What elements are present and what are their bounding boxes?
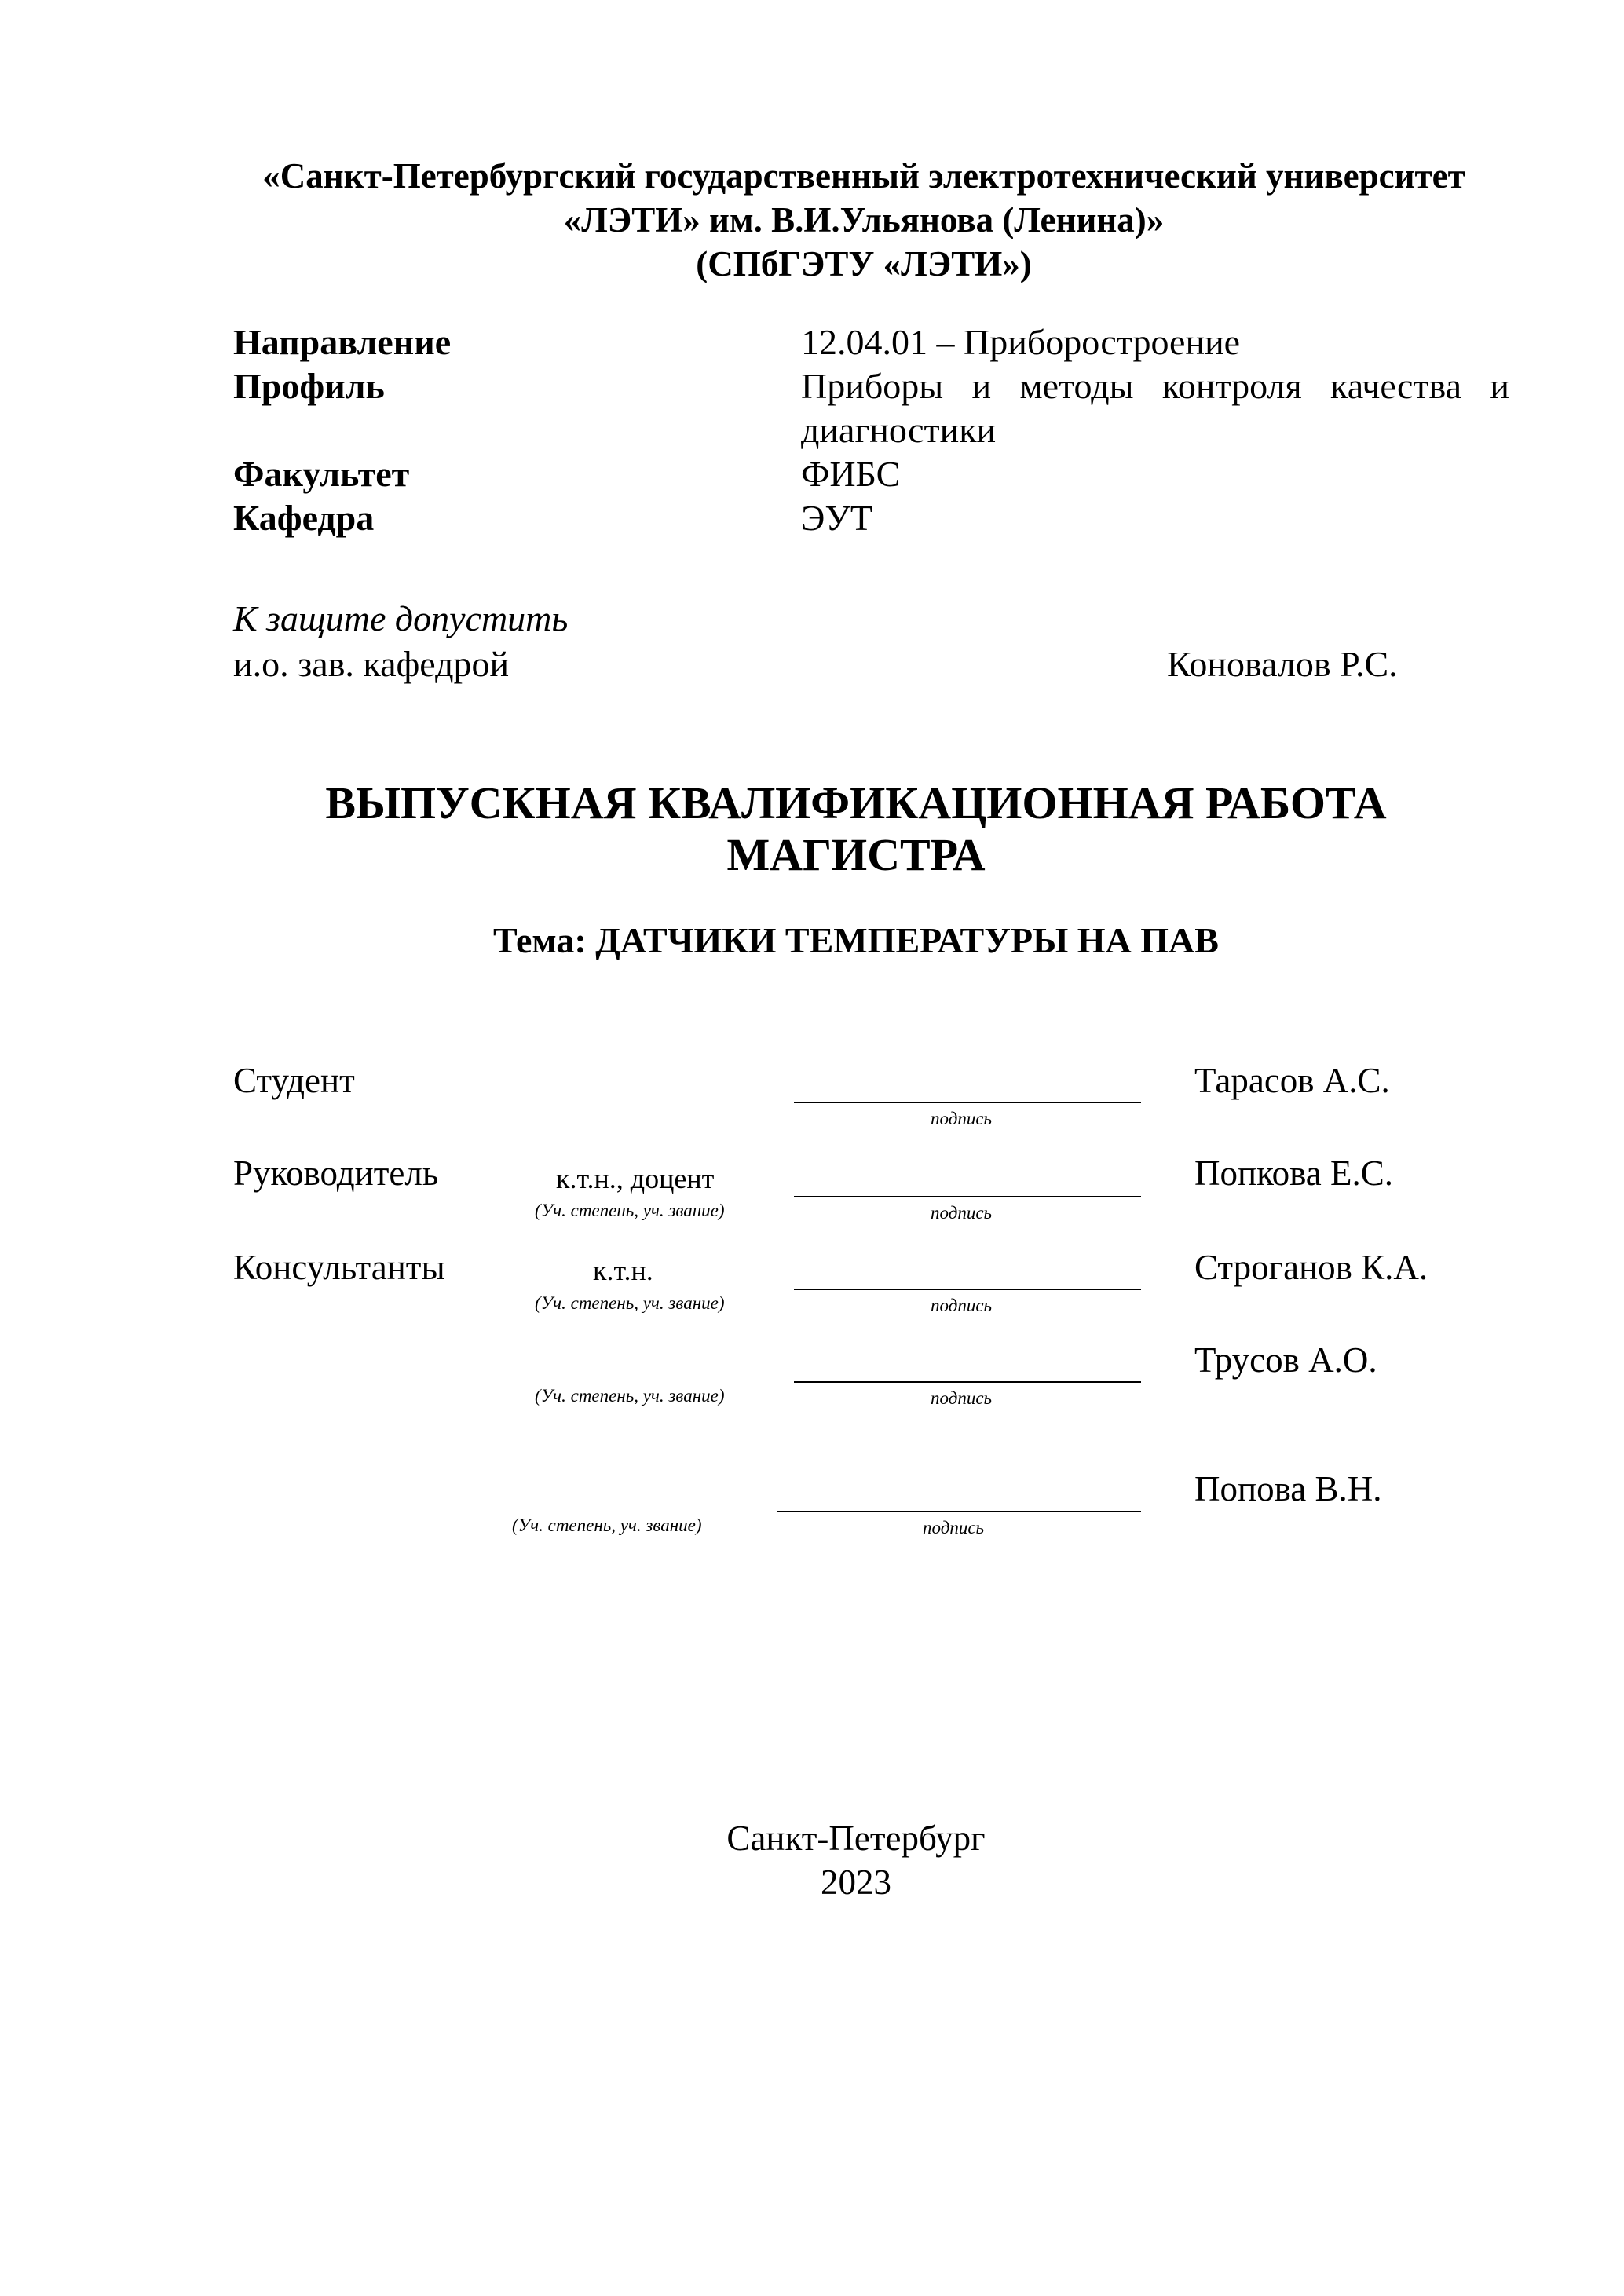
university-header (118, 154, 1610, 286)
header-line-1: «Санкт-Петербургский государственный электротехнический университет (262, 156, 1465, 196)
consultant3-degree-hint: (Уч. степень, уч. звание) (512, 1515, 702, 1535)
supervisor-label: Руководитель (233, 1153, 439, 1193)
consultant2-signature-line (794, 1381, 1141, 1383)
department-value: ЭУТ (801, 498, 873, 538)
supervisor-degree: к.т.н., доцент (556, 1163, 715, 1194)
supervisor-degree-hint: (Уч. степень, уч. звание) (535, 1201, 725, 1220)
consultant1-degree-hint: (Уч. степень, уч. звание) (535, 1293, 725, 1313)
consultant1-signature-line (794, 1289, 1141, 1290)
consultant1-signature-hint: подпись (931, 1296, 993, 1315)
supervisor-name: Попкова Е.С. (1194, 1153, 1394, 1193)
department-label: Кафедра (233, 498, 375, 538)
admission-name: Коновалов Р.С. (1167, 644, 1398, 684)
footer-year: 2023 (821, 1863, 891, 1902)
direction-value: 12.04.01 – Приборостроение (801, 322, 1241, 362)
footer (79, 1816, 1624, 1904)
consultant2-degree-hint: (Уч. степень, уч. звание) (535, 1386, 725, 1406)
supervisor-signature-line (794, 1196, 1141, 1197)
student-signature-hint: подпись (931, 1109, 993, 1128)
admission-role: и.о. зав. кафедрой (233, 644, 510, 684)
student-signature-line (794, 1102, 1141, 1103)
profile-value: Приборы и методы контроля качества и диагностики (801, 366, 1509, 450)
thesis-topic: Тема: ДАТЧИКИ ТЕМПЕРАТУРЫ НА ПАВ (493, 920, 1219, 960)
faculty-label: Факультет (233, 454, 410, 494)
title-line-1: ВЫПУСКНАЯ КВАЛИФИКАЦИОННАЯ РАБОТА (325, 777, 1387, 828)
footer-city: Санкт-Петербург (726, 1819, 986, 1858)
thesis-title (79, 777, 1624, 881)
consultant1-degree: к.т.н. (593, 1255, 653, 1286)
direction-label: Направление (233, 322, 452, 362)
consultant3-name: Попова В.Н. (1194, 1469, 1382, 1508)
faculty-value: ФИБС (801, 454, 901, 494)
header-line-3: (СПбГЭТУ «ЛЭТИ») (696, 244, 1032, 283)
header-line-2: «ЛЭТИ» им. В.И.Ульянова (Ленина)» (563, 200, 1165, 239)
consultant3-signature-hint: подпись (923, 1518, 985, 1537)
consultants-label: Консультанты (233, 1248, 445, 1287)
consultant2-name: Трусов А.О. (1194, 1340, 1377, 1380)
profile-label: Профиль (233, 366, 385, 406)
title-line-2: МАГИСТРА (726, 829, 986, 880)
supervisor-signature-hint: подпись (931, 1203, 993, 1223)
consultant1-name: Строганов К.А. (1194, 1248, 1428, 1287)
admission-label: К защите допустить (233, 598, 569, 638)
consultant3-signature-line (777, 1511, 1141, 1512)
student-name: Тарасов А.С. (1194, 1061, 1390, 1100)
consultant2-signature-hint: подпись (931, 1388, 993, 1408)
student-label: Студент (233, 1061, 355, 1100)
